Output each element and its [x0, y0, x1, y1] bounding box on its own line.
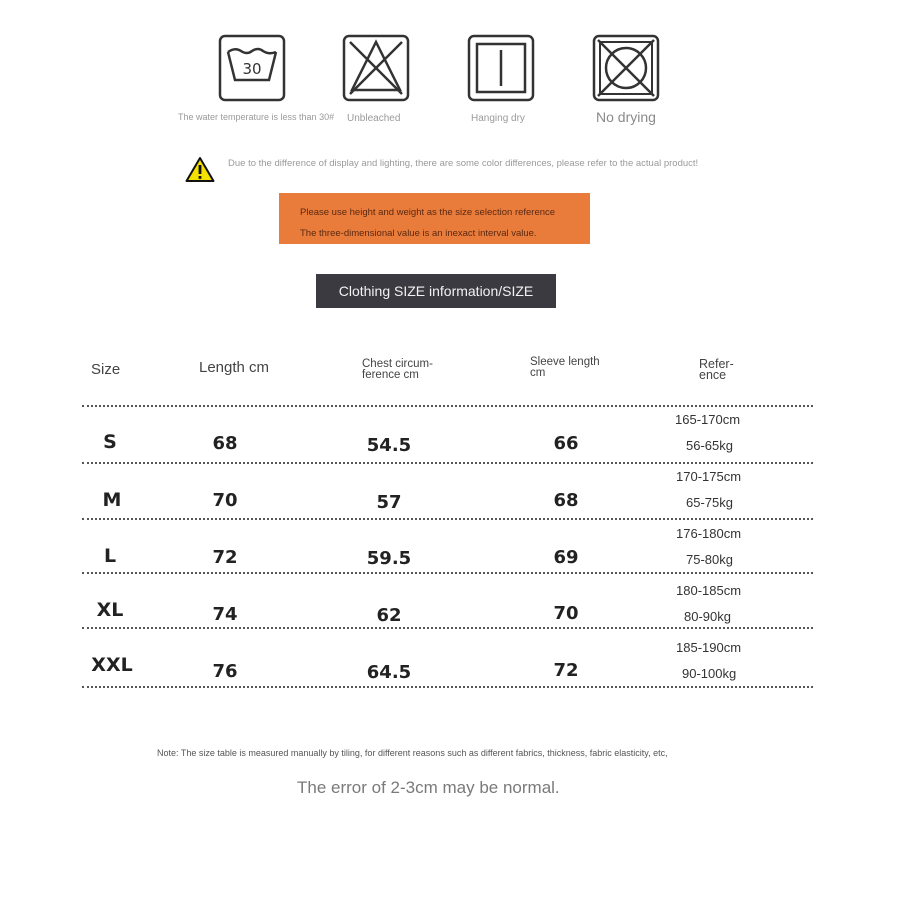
notice-line-2: The three-dimensional value is an inexact interval value. [300, 228, 537, 239]
weight-reference: 65-75kg [686, 495, 733, 510]
header-sleeve [530, 357, 600, 379]
header-size: Size [91, 361, 121, 378]
sleeve-cell: 68 [553, 490, 579, 511]
size-cell: M [102, 489, 122, 511]
sleeve-cell: 66 [553, 433, 579, 454]
header-sleeve-line-1: Sleeve length [530, 356, 600, 368]
sleeve-cell: 70 [553, 603, 579, 624]
size-selection-notice [279, 193, 590, 244]
wash-temperature-label: The water temperature is less than 30# [178, 112, 335, 122]
sleeve-cell: 72 [553, 660, 579, 681]
size-cell: L [103, 545, 117, 567]
header-reference [699, 359, 734, 381]
warning-triangle-icon [185, 156, 215, 183]
header-reference-line-1: Refer- [699, 357, 734, 371]
measurement-note: Note: The size table is measured manually by tiling, for different reasons such as different fabrics, thickness, fabric elasticity, etc, [157, 748, 668, 758]
table-divider [82, 627, 813, 629]
chest-cell: 54.5 [366, 435, 412, 456]
height-reference: 165-170cm [675, 412, 741, 427]
header-chest-line-1: Chest circum- [362, 358, 433, 370]
length-cell: 74 [212, 604, 238, 625]
height-reference: 176-180cm [676, 526, 742, 541]
error-tolerance-text: The error of 2-3cm may be normal. [297, 778, 560, 797]
height-reference: 180-185cm [676, 583, 742, 598]
length-cell: 68 [212, 433, 238, 454]
height-reference: 185-190cm [676, 640, 742, 655]
size-cell: XXL [91, 654, 133, 676]
header-sleeve-line-2: cm [530, 367, 546, 379]
table-divider [82, 518, 813, 520]
header-chest-line-2: ference cm [362, 369, 419, 381]
height-reference: 170-175cm [676, 469, 742, 484]
no-drying-label: No drying [596, 109, 656, 125]
hanging-dry-label: Hanging dry [471, 113, 525, 124]
size-table-title: Clothing SIZE information/SIZE [316, 274, 556, 308]
do-not-tumble-dry-icon [592, 34, 660, 102]
wash-30-icon [218, 34, 286, 102]
weight-reference: 80-90kg [684, 609, 731, 624]
header-reference-line-2: ence [699, 368, 727, 382]
table-divider [82, 462, 813, 464]
weight-reference: 75-80kg [686, 552, 733, 567]
hang-dry-icon [467, 34, 535, 102]
wash-temperature-badge: 30 [242, 60, 262, 78]
color-difference-warning: Due to the difference of display and lighting, there are some color differences, please refer to the actual product! [228, 158, 699, 169]
length-cell: 76 [212, 661, 238, 682]
notice-line-1: Please use height and weight as the size selection reference [300, 207, 556, 218]
size-cell: XL [96, 599, 124, 621]
size-cell: S [103, 431, 117, 453]
weight-reference: 90-100kg [682, 666, 737, 681]
chest-cell: 59.5 [366, 548, 412, 569]
table-divider [82, 405, 813, 407]
chest-cell: 62 [376, 605, 402, 626]
weight-reference: 56-65kg [686, 438, 733, 453]
table-divider [82, 686, 813, 688]
length-cell: 70 [212, 490, 238, 511]
header-chest [362, 359, 433, 381]
unbleached-label: Unbleached [347, 113, 401, 124]
length-cell: 72 [212, 547, 238, 568]
table-divider [82, 572, 813, 574]
sleeve-cell: 69 [553, 547, 579, 568]
chest-cell: 57 [376, 492, 402, 513]
do-not-bleach-icon [342, 34, 410, 102]
header-length: Length cm [199, 359, 270, 376]
chest-cell: 64.5 [366, 662, 412, 683]
